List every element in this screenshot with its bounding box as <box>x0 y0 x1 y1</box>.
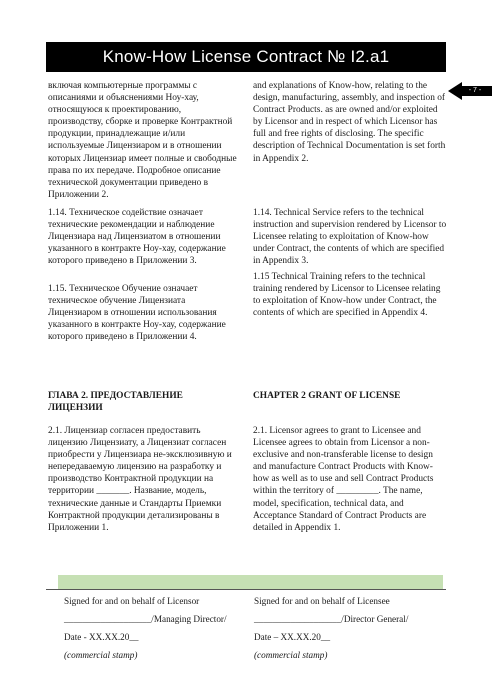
ru-clause-2-1: 2.1. Лицензиар согласен предоставить лицензию Лицензиату, а Лицензиат согласен приобрести у Лицензиара не-эксклюзивную и непередаваемую лицензию на разработку и производство Контрактной продукции на территории _______. Название, модель, технические данные и Стандарты Приемки Контрактной продукции детализированы в Приложении 1. <box>48 426 232 533</box>
en-clause-2-1: 2.1. Licensor agrees to grant to Licensee and Licensee agrees to obtain from Licensor a non-exclusive and non-transferable license to design and manufacture Contract Products with Know-how as well as to use and sell Contract Products within the territory of _________. The name, model, specification, technical data, and Acceptance Standard of Contract Products are detailed in Appendix 1. <box>253 426 434 533</box>
licensor-date: Date - XX.XX.20__ <box>64 632 139 642</box>
licensee-stamp: (commercial stamp) <box>254 650 328 660</box>
footer-divider <box>46 589 446 590</box>
licensor-stamp: (commercial stamp) <box>64 650 138 660</box>
licensee-role-line: ___________________/Director General/ <box>254 614 409 624</box>
licensee-signed-label: Signed for and on behalf of Licensee <box>254 596 390 606</box>
en-intro-paragraph: and explanations of Know-how, relating to the design, manufacturing, assembly, and inspection of Contract Products. as are owned and/or exploited by Licensor and in respect of which Licensor has full and free rights of disclosing. The specific description of Technical Documentation is set forth in Appendix 2. <box>253 81 446 164</box>
en-clause-1-15: 1.15 Technical Training refers to the technical training rendered by Licensor to Licensee relating to exploitation of Know-how under Contract, the contents of which are specified in Appendix 4. <box>253 272 441 319</box>
document-title: Know-How License Contract № I2.a1 <box>46 42 446 72</box>
licensee-date: Date – XX.XX.20__ <box>254 632 331 642</box>
page-indicator <box>448 82 492 100</box>
licensee-signature-block <box>254 592 444 664</box>
ru-clause-1-14: 1.14. Техническое содействие означает технические рекомендации и наблюдение Лицензиара над Лицензиатом в отношении указанного в контракте Ноу-хау, содержание которого приведено в Приложении 3. <box>48 208 226 267</box>
licensor-signed-label: Signed for and on behalf of Licensor <box>64 596 200 606</box>
footer-band <box>58 575 443 589</box>
ru-clause-1-15: 1.15. Техническое Обучение означает техническое обучение Лицензиата Лицензиаром в отношении использования указанного в контракте Ноу-хау, содержание которого приведено в Приложении 4. <box>48 284 226 343</box>
licensor-role-line: ___________________/Managing Director/ <box>64 614 227 624</box>
licensor-signature-block <box>64 592 244 664</box>
en-chapter-heading: CHAPTER 2 GRANT OF LICENSE <box>253 391 401 401</box>
en-clause-1-14: 1.14. Technical Service refers to the technical instruction and supervision rendered by Licensor to Licensee relating to exploitation of Know-how under Contract, the contents of which are specified in Appendix 3. <box>253 208 447 267</box>
page-number: - 7 - <box>468 87 482 94</box>
ru-chapter-heading: ГЛАВА 2. ПРЕДОСТАВЛЕНИЕ ЛИЦЕНЗИИ <box>48 391 183 414</box>
ru-intro-paragraph: включая компьютерные программы с описаниями и объяснениями Ноу-хау, относящуюся к проектированию, производству, сборке и проверке Контрактной продукции, принадлежащие и/или используемые Лицензиаром и в отношении которых Лицензиар имеет полные и свободные права по их передаче. Подробное описание технической документации приведено в Приложении 2. <box>48 81 237 200</box>
